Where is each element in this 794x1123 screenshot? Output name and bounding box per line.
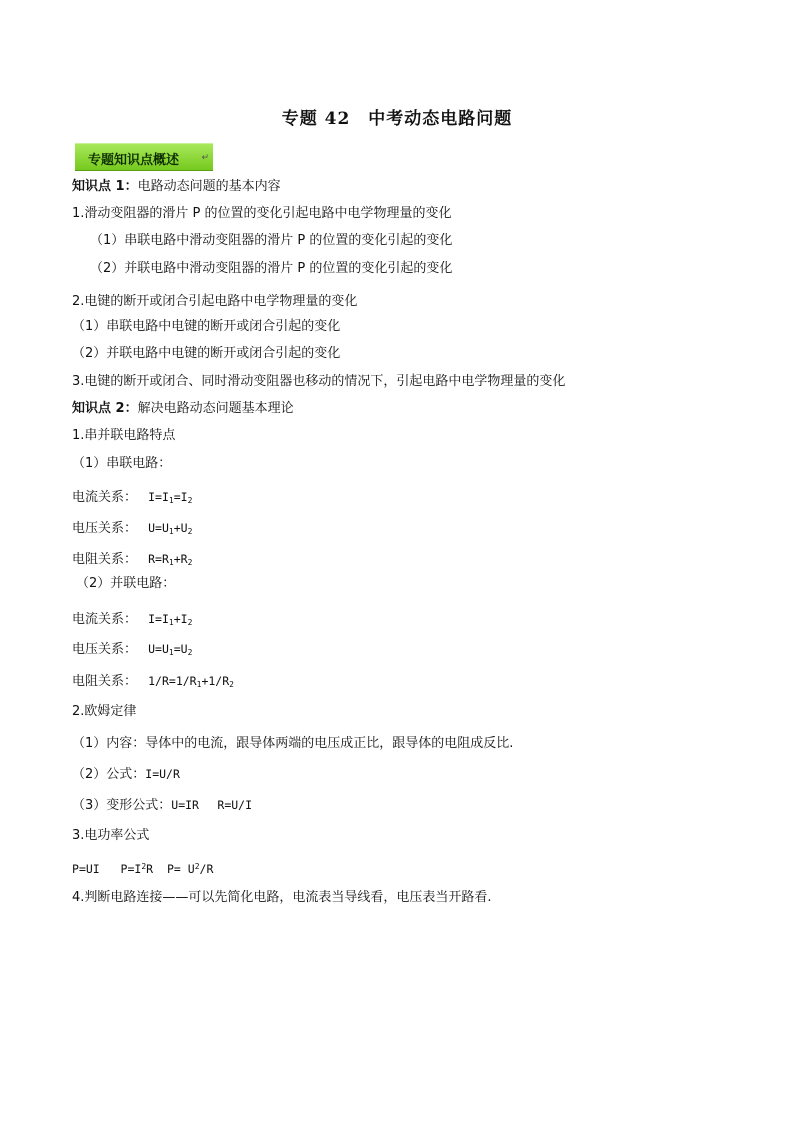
voltage-label: 电压关系： bbox=[72, 521, 138, 536]
series-current-formula: $I=I_1=I_2$ bbox=[148, 490, 193, 505]
ohm-variant: U=IR R=U/I bbox=[171, 798, 253, 812]
series-voltage-relation bbox=[72, 519, 192, 541]
series-current-relation bbox=[72, 488, 192, 510]
ohm-variant-line bbox=[72, 796, 252, 815]
series-resistance-relation bbox=[72, 550, 192, 572]
item-2-2: （2）并联电路中电键的断开或闭合引起的变化 bbox=[72, 346, 341, 361]
section-badge bbox=[75, 143, 213, 171]
parallel-resistance-formula: $1/R=1/R_1+1/R_2$ bbox=[148, 674, 234, 689]
kp1-label: 知识点 1： bbox=[72, 179, 138, 194]
parallel-resistance-relation bbox=[72, 672, 234, 694]
item-2-1: （1）串联电路中电键的断开或闭合引起的变化 bbox=[72, 319, 341, 334]
current-label: 电流关系： bbox=[72, 490, 138, 505]
page-title: 专题 42 中考动态电路问题 bbox=[281, 109, 513, 129]
item-1-1: （1）串联电路中滑动变阻器的滑片 P 的位置的变化引起的变化 bbox=[90, 233, 453, 248]
resistance-label: 电阻关系： bbox=[72, 552, 138, 567]
parallel-voltage-relation bbox=[72, 640, 192, 662]
item-1-2: （2）并联电路中滑动变阻器的滑片 P 的位置的变化引起的变化 bbox=[90, 261, 453, 276]
resistance-label: 电阻关系： bbox=[72, 674, 138, 689]
series-heading: （1）串联电路： bbox=[72, 456, 172, 471]
ohm-content: （1）内容：导体中的电流，跟导体两端的电压成正比，跟导体的电阻成反比. bbox=[72, 736, 514, 751]
badge-label: 专题知识点概述 bbox=[88, 153, 180, 168]
power-formulas: P=UI $P=I^2R$ $P= U^2/R$ bbox=[72, 862, 214, 876]
kp1-text: 电路动态问题的基本内容 bbox=[137, 179, 281, 194]
knowledge-point-1 bbox=[72, 178, 281, 196]
knowledge-point-2 bbox=[72, 400, 294, 418]
ohm-formula: I=U/R bbox=[145, 767, 180, 781]
series-resistance-formula: $R=R_1+R_2$ bbox=[148, 552, 193, 567]
parallel-current-relation bbox=[72, 610, 192, 632]
kp2-label: 知识点 2： bbox=[72, 401, 138, 416]
item-2: 2.电键的断开或闭合引起电路中电学物理量的变化 bbox=[72, 294, 358, 309]
kp2-text: 解决电路动态问题基本理论 bbox=[137, 401, 294, 416]
section-4-heading: 4.判断电路连接——可以先简化电路，电流表当导线看，电压表当开路看. bbox=[72, 890, 492, 905]
ohm-variant-label: （3）变形公式： bbox=[72, 798, 172, 813]
item-1: 1.滑动变阻器的滑片 P 的位置的变化引起电路中电学物理量的变化 bbox=[72, 206, 452, 221]
parallel-voltage-formula: $U=U_1=U_2$ bbox=[148, 642, 193, 657]
ohm-formula-label: （2）公式： bbox=[72, 767, 146, 782]
section-1-heading: 1.串并联电路特点 bbox=[72, 428, 176, 443]
section-3-heading: 3.电功率公式 bbox=[72, 828, 150, 843]
item-3: 3.电键的断开或闭合、同时滑动变阻器也移动的情况下，引起电路中电学物理量的变化 bbox=[72, 374, 566, 389]
voltage-label: 电压关系： bbox=[72, 642, 138, 657]
paragraph-return-icon: ↵ bbox=[201, 153, 209, 163]
current-label: 电流关系： bbox=[72, 612, 138, 627]
parallel-current-formula: $I=I_1+I_2$ bbox=[148, 612, 193, 627]
section-2-heading: 2.欧姆定律 bbox=[72, 704, 137, 719]
ohm-formula-line bbox=[72, 765, 180, 784]
series-voltage-formula: $U=U_1+U_2$ bbox=[148, 521, 193, 536]
parallel-heading: （2）并联电路： bbox=[76, 576, 176, 591]
